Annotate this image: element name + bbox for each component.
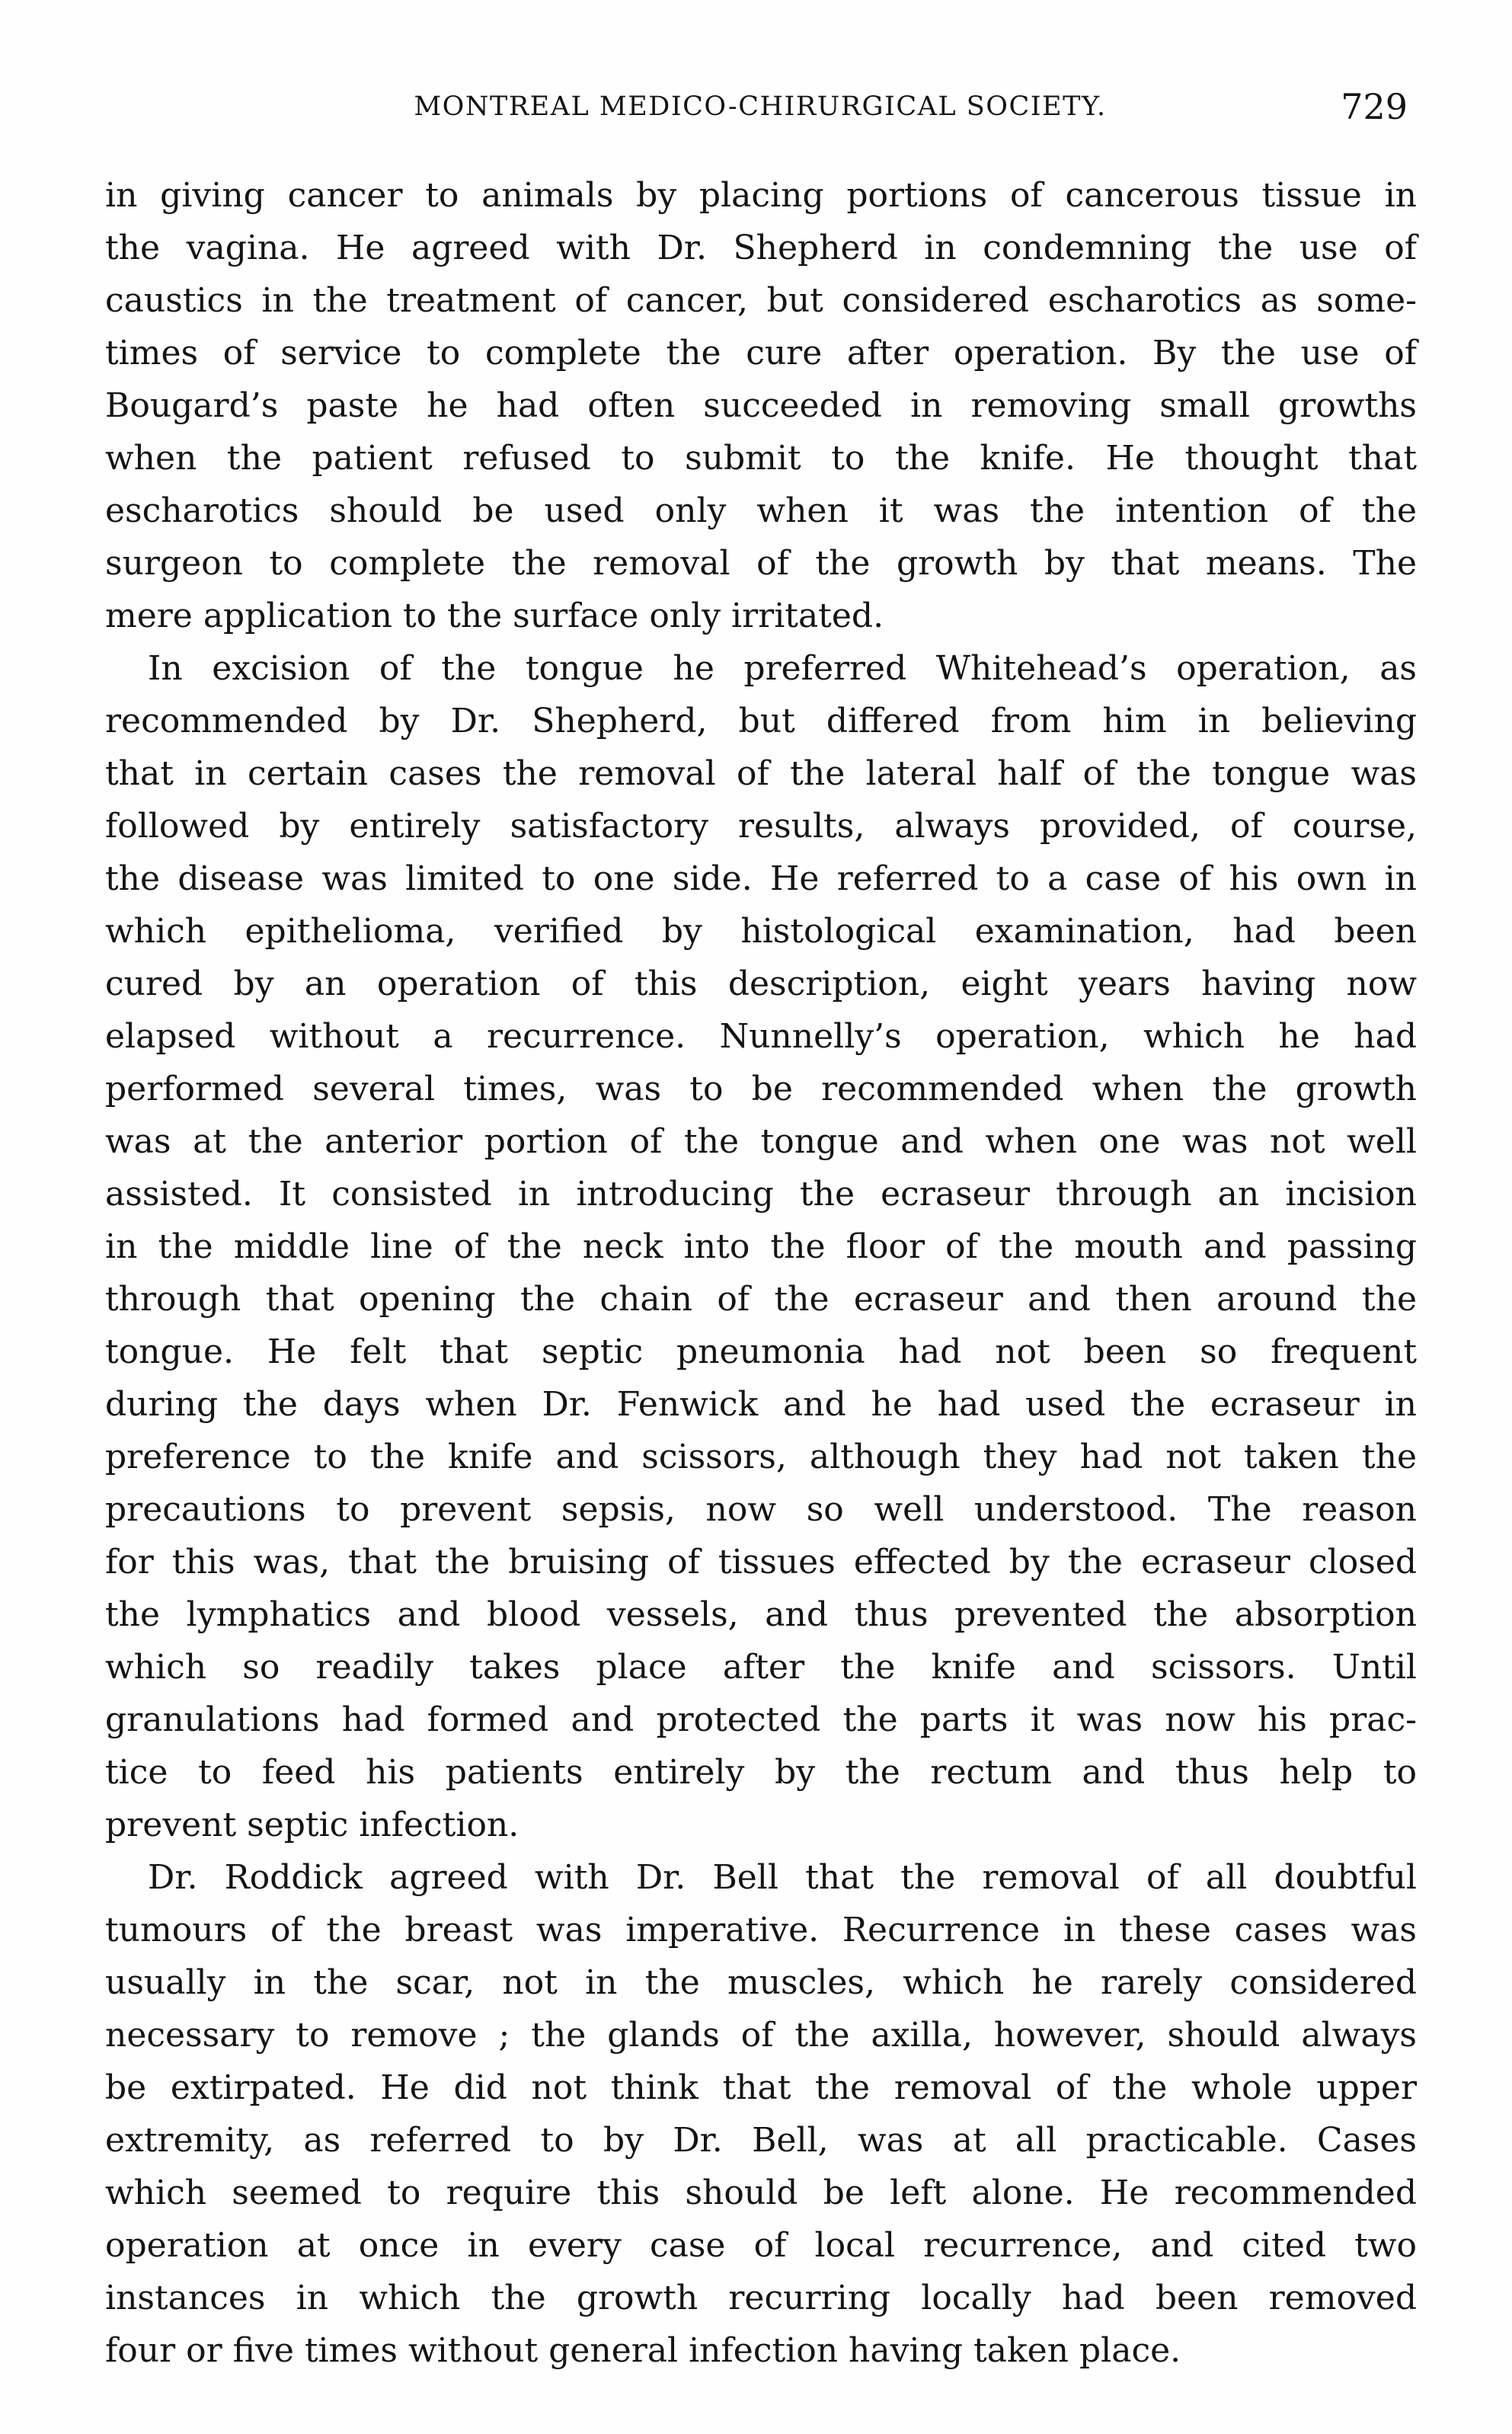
text-line: which epithelioma, verified by histological examination, had been	[105, 912, 1417, 951]
text-line: in the middle line of the neck into the floor of the mouth and passing	[105, 1227, 1417, 1266]
text-line: the lymphatics and blood vessels, and thus prevented the absorption	[105, 1595, 1417, 1634]
text-line: was at the anterior portion of the tongue and when one was not well	[105, 1122, 1417, 1161]
text-line: tongue. He felt that septic pneumonia had not been so frequent	[105, 1332, 1417, 1371]
paragraph-end-line: four or five times without general infection having taken place.	[105, 2331, 1181, 2370]
text-line: performed several times, was to be recommended when the growth	[105, 1070, 1417, 1108]
paragraph-end-line: prevent septic infection.	[105, 1806, 519, 1844]
text-line: which seemed to require this should be left alone. He recommended	[105, 2173, 1417, 2212]
text-line: the vagina. He agreed with Dr. Shepherd in condemning the use of	[105, 229, 1417, 267]
text-line: usually in the scar, not in the muscles, which he rarely considered	[105, 1963, 1417, 2002]
text-line: operation at once in every case of local recurrence, and cited two	[105, 2226, 1417, 2265]
page-number: 729	[1341, 86, 1408, 127]
text-line: when the patient refused to submit to the knife. He thought that	[105, 439, 1417, 478]
paragraph-start-line: In excision of the tongue he preferred Whitehead’s operation, as	[148, 649, 1417, 688]
running-head	[105, 76, 1415, 137]
text-line: times of service to complete the cure after operation. By the use of	[105, 334, 1417, 373]
text-line: elapsed without a recurrence. Nunnelly’s operation, which he had	[105, 1017, 1417, 1056]
body-text	[105, 169, 1417, 2377]
paragraph-start-line: Dr. Roddick agreed with Dr. Bell that the removal of all doubtful	[148, 1858, 1417, 1897]
text-line: tumours of the breast was imperative. Recurrence in these cases was	[105, 1911, 1417, 1949]
text-line: the disease was limited to one side. He referred to a case of his own in	[105, 859, 1417, 898]
text-line: tice to feed his patients entirely by the rectum and thus help to	[105, 1753, 1417, 1792]
text-line: for this was, that the bruising of tissues effected by the ecraseur closed	[105, 1543, 1417, 1582]
text-line: Bougard’s paste he had often succeeded in removing small growths	[105, 386, 1417, 425]
text-line: through that opening the chain of the ecraseur and then around the	[105, 1280, 1417, 1319]
text-line: recommended by Dr. Shepherd, but differed from him in believing	[105, 702, 1417, 740]
text-line: be extirpated. He did not think that the removal of the whole upper	[105, 2068, 1417, 2107]
text-line: extremity, as referred to by Dr. Bell, was at all practicable. Cases	[105, 2121, 1417, 2160]
text-line: in giving cancer to animals by placing portions of cancerous tissue in	[105, 176, 1417, 215]
paragraph-end-line: mere application to the surface only irritated.	[105, 597, 884, 635]
text-line: instances in which the growth recurring locally had been removed	[105, 2279, 1417, 2317]
text-line: precautions to prevent sepsis, now so well understood. The reason	[105, 1490, 1417, 1529]
running-title: MONTREAL MEDICO-CHIRURGICAL SOCIETY.	[414, 91, 1107, 122]
text-line: during the days when Dr. Fenwick and he had used the ecraseur in	[105, 1385, 1417, 1424]
text-line: escharotics should be used only when it was the intention of the	[105, 491, 1417, 530]
text-line: followed by entirely satisfactory results, always provided, of course,	[105, 807, 1417, 846]
text-line: cured by an operation of this description, eight years having now	[105, 964, 1417, 1003]
text-line: preference to the knife and scissors, although they had not taken the	[105, 1438, 1417, 1476]
text-line: surgeon to complete the removal of the growth by that means. The	[105, 544, 1417, 583]
text-line: necessary to remove ; the glands of the axilla, however, should always	[105, 2016, 1417, 2055]
text-line: caustics in the treatment of cancer, but considered escharotics as some-	[105, 281, 1417, 320]
text-line: assisted. It consisted in introducing the ecraseur through an incision	[105, 1175, 1417, 1214]
text-line: which so readily takes place after the knife and scissors. Until	[105, 1648, 1417, 1687]
text-line: that in certain cases the removal of the lateral half of the tongue was	[105, 754, 1417, 793]
text-line: granulations had formed and protected the parts it was now his prac-	[105, 1700, 1417, 1739]
